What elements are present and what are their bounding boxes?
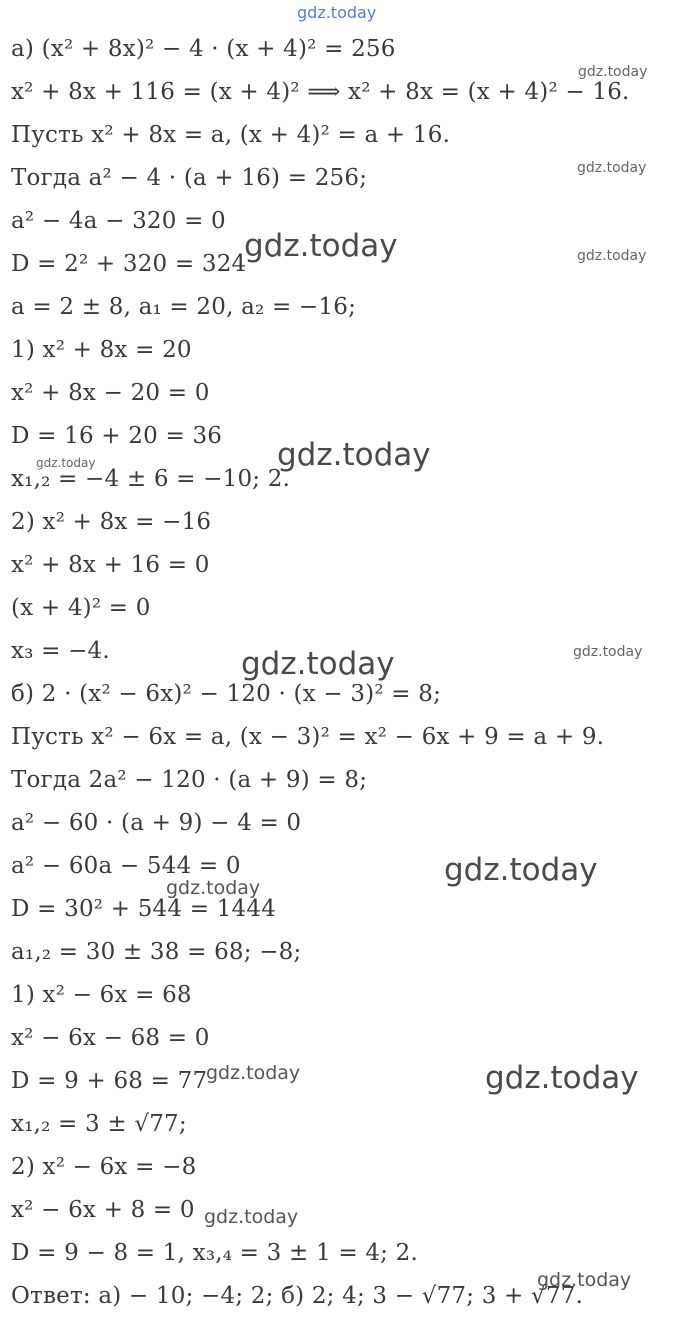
solution-line-b-roots: a₁,₂ = 30 ± 38 = 68; −8; (11, 939, 302, 965)
watermark-small: gdz.today (577, 160, 647, 176)
solution-line-b-quadratic: a² − 60a − 544 = 0 (11, 853, 241, 879)
solution-line-a-case1-disc: D = 16 + 20 = 36 (11, 423, 223, 449)
solution-line-b-case1-roots: x₁,₂ = 3 ± √77; (11, 1111, 187, 1137)
solution-line-b-case1-disc: D = 9 + 68 = 77 (11, 1068, 208, 1094)
answer-line: Ответ: а) − 10; −4; 2; б) 2; 4; 3 − √77; 3 + √77. (11, 1283, 584, 1309)
solution-line-b-case2: 2) x² − 6x = −8 (11, 1154, 197, 1180)
watermark-medium: gdz.today (537, 1269, 632, 1291)
solution-line-a-substitution: Пусть x² + 8x = a, (x + 4)² = a + 16. (11, 122, 451, 148)
watermark-medium: gdz.today (166, 877, 261, 899)
watermark-small: gdz.today (573, 644, 643, 660)
solution-line-b-substitution: Пусть x² − 6x = a, (x − 3)² = x² − 6x + 9 = a + 9. (11, 724, 605, 750)
solution-line-a-transform: x² + 8x + 116 = (x + 4)² ⟹ x² + 8x = (x + 4)² − 16. (11, 79, 630, 105)
solution-line-b-then: Тогда 2a² − 120 · (a + 9) = 8; (11, 767, 368, 793)
solution-line-a-case1-eq: x² + 8x − 20 = 0 (11, 380, 210, 406)
watermark-medium: gdz.today (204, 1206, 299, 1228)
solution-line-a-case2-eq: x² + 8x + 16 = 0 (11, 552, 210, 578)
solution-line-b-equation: б) 2 · (x² − 6x)² − 120 · (x − 3)² = 8; (11, 681, 442, 707)
solution-line-b-case2-roots: D = 9 − 8 = 1, x₃,₄ = 3 ± 1 = 4; 2. (11, 1240, 418, 1266)
watermark-large: gdz.today (277, 437, 431, 473)
watermark-small: gdz.today (578, 64, 648, 80)
solution-line-b-case2-eq: x² − 6x + 8 = 0 (11, 1197, 195, 1223)
solution-line-a-discriminant: D = 2² + 320 = 324 (11, 251, 247, 277)
watermark-large: gdz.today (241, 646, 395, 682)
solution-line-a-case2-square: (x + 4)² = 0 (11, 595, 151, 621)
solution-line-a-quadratic: a² − 4a − 320 = 0 (11, 208, 226, 234)
watermark-small: gdz.today (36, 456, 96, 470)
solution-line-b-case1: 1) x² − 6x = 68 (11, 982, 192, 1008)
solution-line-a-case2: 2) x² + 8x = −16 (11, 509, 212, 535)
watermark-top: gdz.today (297, 3, 377, 22)
watermark-medium: gdz.today (206, 1062, 301, 1084)
solution-line-a-roots: a = 2 ± 8, a₁ = 20, a₂ = −16; (11, 294, 357, 320)
watermark-large: gdz.today (485, 1060, 639, 1096)
solution-line-a-case1: 1) x² + 8x = 20 (11, 337, 192, 363)
watermark-large: gdz.today (444, 852, 598, 888)
solution-line-b-discriminant: D = 30² + 544 = 1444 (11, 896, 277, 922)
solution-line-b-case1-eq: x² − 6x − 68 = 0 (11, 1025, 210, 1051)
watermark-large: gdz.today (244, 228, 398, 264)
solution-line-b-simplify: a² − 60 · (a + 9) − 4 = 0 (11, 810, 302, 836)
solution-line-a-case2-root: x₃ = −4. (11, 638, 110, 664)
solution-line-a-case1-roots: x₁,₂ = −4 ± 6 = −10; 2. (11, 466, 291, 492)
solution-line-a-then: Тогда a² − 4 · (a + 16) = 256; (11, 165, 368, 191)
watermark-small: gdz.today (577, 248, 647, 264)
solution-line-a-equation: а) (x² + 8x)² − 4 · (x + 4)² = 256 (11, 36, 396, 62)
